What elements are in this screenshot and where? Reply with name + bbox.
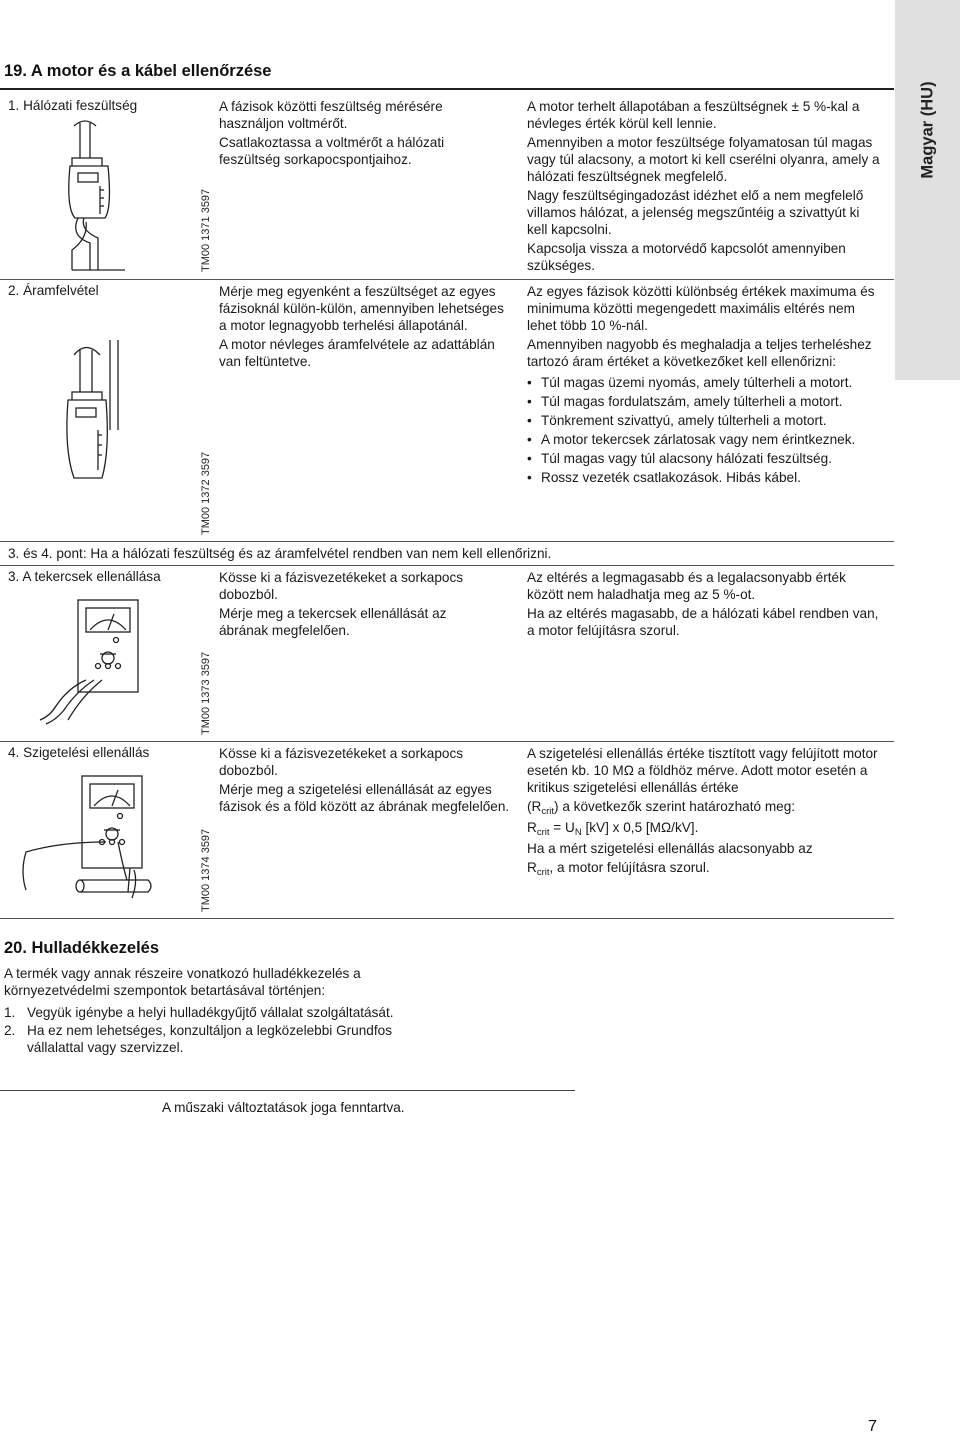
list-text: Vegyük igénybe a helyi hulladékgyűjtő vállalat szolgáltatását. [27, 1005, 394, 1020]
row-4-label: 4. Szigetelési ellenállás [8, 745, 150, 760]
note-text: Amennyiben a motor feszültsége folyamatosan túl magas vagy túl alacsony, a motort ki kell cserélni olyanra, amely a hálózati feszültségnek megfelelő. [527, 135, 880, 184]
formula-part: = U [549, 820, 575, 835]
list-item: • Túl magas vagy túl alacsony hálózati feszültség. [527, 450, 887, 467]
note-text: (R [527, 799, 542, 814]
list-item: • A motor tekercsek zárlatosak vagy nem érintkeznek. [527, 431, 887, 448]
note-text: Ha a mért szigetelési ellenállás alacsonyabb az [527, 841, 813, 856]
row-3-instructions [219, 569, 499, 641]
row-3-label: 3. A tekercsek ellenállása [8, 569, 161, 584]
note-crit-line [527, 859, 882, 876]
row-divider [0, 918, 894, 919]
note-text: Ha az eltérés magasabb, de a hálózati kábel rendben van, a motor felújításra szorul. [527, 606, 879, 638]
list-item: • Rossz vezeték csatlakozások. Hibás kábel. [527, 469, 887, 486]
note-text: Kapcsolja vissza a motorvédő kapcsolót amennyiben szükséges. [527, 241, 846, 273]
list-item: • Túl magas üzemi nyomás, amely túlterheli a motort. [527, 374, 887, 391]
formula [527, 819, 882, 836]
row-4-instructions [219, 745, 519, 817]
row-divider [0, 741, 894, 742]
list-item: • Túl magas fordulatszám, amely túlterheli a motort. [527, 393, 887, 410]
note-text: ) a következők szerint határozható meg: [554, 799, 796, 814]
subscript: crit [536, 867, 550, 878]
page-number: 7 [868, 1418, 877, 1435]
instruction-text: Mérje meg a szigetelési ellenállását az egyes fázisok és a föld között az ábrának megfelelően. [219, 782, 510, 814]
note-text: Az eltérés a legmagasabb és a legalacsonyabb érték között nem haladhatja meg az 5 %-ot. [527, 570, 846, 602]
instruction-text: Kösse ki a fázisvezetékeket a sorkapocs dobozból. [219, 746, 464, 778]
instruction-text: Csatlakoztassa a voltmérőt a hálózati feszültség sorkapocspontjaihoz. [219, 135, 445, 167]
subscript: crit [541, 806, 555, 817]
note-text: R [527, 860, 537, 875]
row-divider [0, 565, 894, 566]
list-number: 2. [4, 1023, 16, 1038]
note-text: Amennyiben nagyobb és meghaladja a teljes terheléshez tartozó áram értéket a következőket kell ellenőrizni: [527, 337, 872, 369]
section-20-intro: A termék vagy annak részeire vonatkozó hulladékkezelés a környezetvédelmi szempontok betartásával történjen: [4, 966, 361, 998]
row-1-instructions [219, 98, 504, 170]
figure-code-3: TM00 1373 3597 [200, 651, 212, 735]
note-text: A szigetelési ellenállás értéke tisztított vagy felújított motor esetén kb. 10 MΩ a földhöz mérve. Adott motor esetén a kritikus szigetelési ellenállás értéke [527, 746, 878, 795]
list-text: Ha ez nem lehetséges, konzultáljon a legközelebbi Grundfos vállalattal vagy szervizzel. [27, 1023, 392, 1055]
note-3-4: 3. és 4. pont: Ha a hálózati feszültség és az áramfelvétel rendben van nem kell ellenőrizni. [8, 546, 552, 561]
note-text: Az egyes fázisok közötti különbség értékek maximuma és minimuma közötti megengedett maximális eltérés nem lehet több 10 %-nál. [527, 284, 875, 333]
clamp-meter-voltage-figure [60, 118, 130, 273]
row-divider [0, 541, 894, 542]
section-20-list [4, 1004, 424, 1057]
list-item [4, 1004, 424, 1021]
ohmmeter-winding-figure [38, 596, 148, 726]
instruction-text: A fázisok közötti feszültség mérésére használjon voltmérőt. [219, 99, 443, 131]
section-19-title: 19. A motor és a kábel ellenőrzése [4, 62, 272, 80]
list-item [4, 1022, 424, 1056]
section-20-title: 20. Hulladékkezelés [4, 939, 160, 957]
footer-text: A műszaki változtatások joga fenntartva. [162, 1100, 405, 1115]
formula-part: [kV] x 0,5 [MΩ/kV]. [581, 820, 699, 835]
language-tab-label: Magyar (HU) [918, 81, 936, 179]
list-number: 1. [4, 1005, 16, 1020]
instruction-text: Mérje meg egyenként a feszültséget az egyes fázisoknál külön-külön, amennyiben lehetséges a motor legnagyobb terhelési állapotánál. [219, 284, 504, 333]
figure-code-4: TM00 1374 3597 [200, 828, 212, 912]
figure-code-2: TM00 1372 3597 [200, 451, 212, 535]
clamp-meter-current-figure [62, 340, 132, 490]
row-2-notes [527, 283, 887, 488]
subscript: crit [536, 827, 550, 838]
note-text: A motor terhelt állapotában a feszültségnek ± 5 %-kal a névleges érték körül kell lennie. [527, 99, 860, 131]
row-divider [0, 279, 894, 280]
note-crit-line [527, 798, 882, 815]
instruction-text: A motor névleges áramfelvétele az adattáblán van feltüntetve. [219, 337, 495, 369]
row-1-label: 1. Hálózati feszültség [8, 98, 138, 113]
row-2-instructions [219, 283, 514, 372]
check-list [527, 374, 887, 486]
row-4-notes [527, 745, 882, 878]
instruction-text: Mérje meg a tekercsek ellenállását az ábrának megfelelően. [219, 606, 447, 638]
row-2-label: 2. Áramfelvétel [8, 283, 99, 298]
instruction-text: Kösse ki a fázisvezetékeket a sorkapocs dobozból. [219, 570, 464, 602]
note-text: Nagy feszültségingadozást idézhet elő a nem megfelelő villamos hálózat, a jelenség megszűntéig a szivattyút ki kell kapcsolni. [527, 188, 864, 237]
note-text: , a motor felújításra szorul. [549, 860, 710, 875]
row-3-notes [527, 569, 882, 641]
language-tab [895, 0, 960, 380]
formula-part: R [527, 820, 537, 835]
subscript: N [574, 827, 582, 838]
section-19-rule [0, 88, 894, 90]
row-1-notes [527, 98, 882, 276]
list-item: • Tönkrement szivattyú, amely túlterheli a motort. [527, 412, 887, 429]
figure-code-1: TM00 1371 3597 [200, 188, 212, 272]
insulation-tester-figure [20, 772, 160, 902]
